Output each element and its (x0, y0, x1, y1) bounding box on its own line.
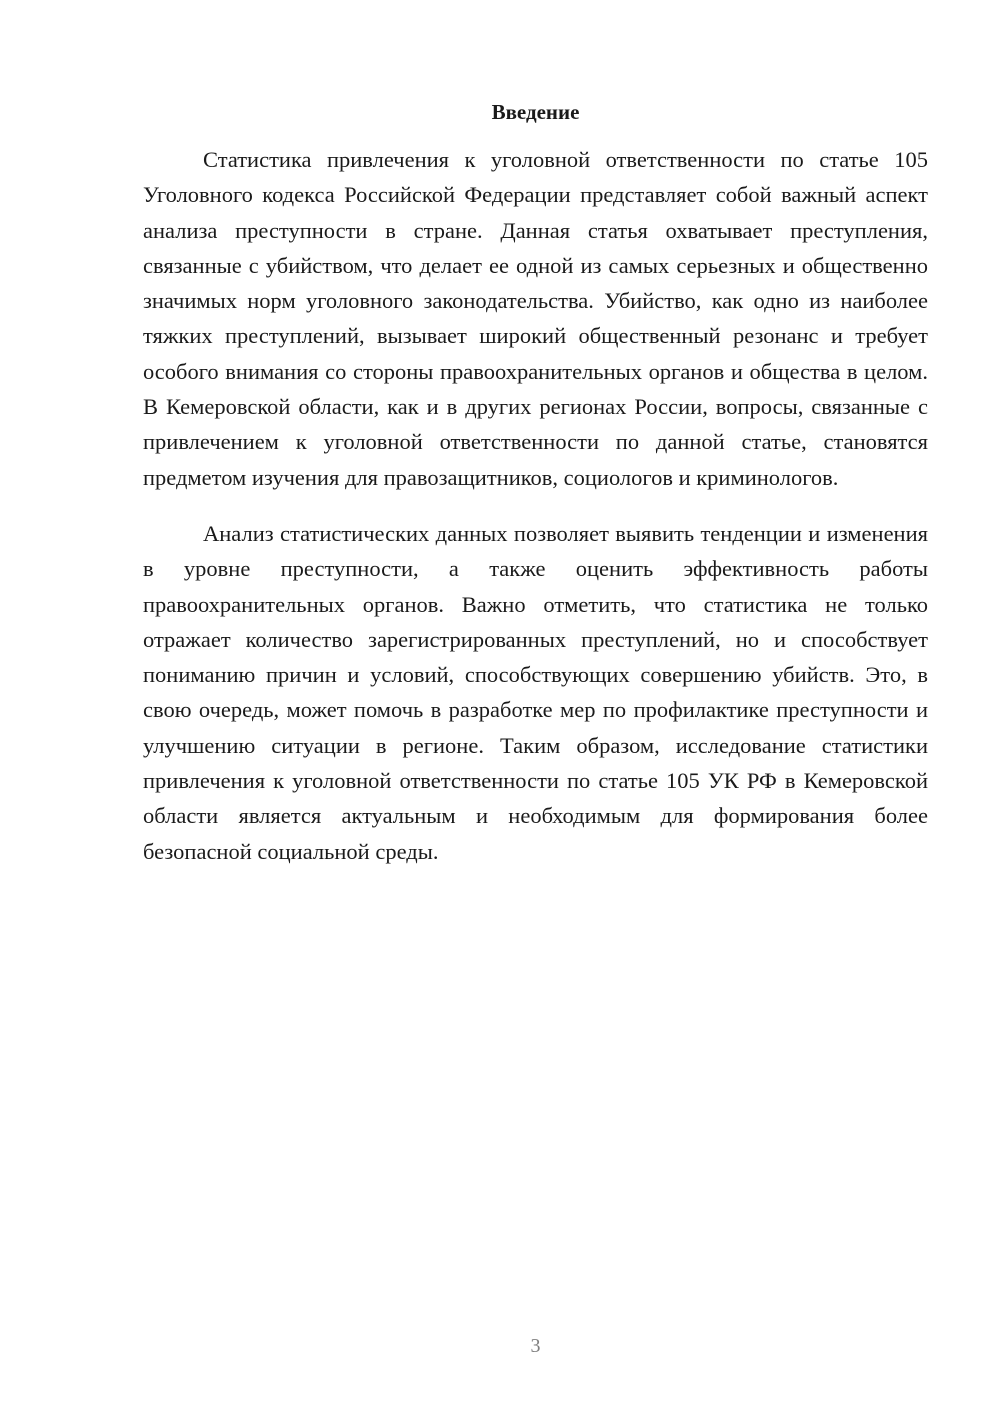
paragraph-1: Статистика привлечения к уголовной ответственности по статье 105 Уголовного кодекса Российской Федерации представляет собой важный аспект анализа преступности в стране. Данная статья охватывает преступления, связанные с убийством, что делает ее одной из самых серьезных и общественно значимых норм уголовного законодательства. Убийство, как одно из наиболее тяжких преступлений, вызывает широкий общественный резонанс и требует особого внимания со стороны правоохранительных органов и общества в целом. В Кемеровской области, как и в других регионах России, вопросы, связанные с привлечением к уголовной ответственности по данной статье, становятся предметом изучения для правозащитников, социологов и криминологов. (143, 147, 928, 490)
page-number: 3 (530, 1335, 541, 1357)
section-title: Введение (491, 100, 580, 124)
body-text (143, 142, 928, 869)
paragraph-2: Анализ статистических данных позволяет выявить тенденции и изменения в уровне преступности, а также оценить эффективность работы правоохранительных органов. Важно отметить, что статистика не только отражает количество зарегистрированных преступлений, но и способствует пониманию причин и условий, способствующих совершению убийств. Это, в свою очередь, может помочь в разработке мер по профилактике преступности и улучшению ситуации в регионе. Таким образом, исследование статистики привлечения к уголовной ответственности по статье 105 УК РФ в Кемеровской области является актуальным и необходимым для формирования более безопасной социальной среды. (143, 520, 928, 864)
